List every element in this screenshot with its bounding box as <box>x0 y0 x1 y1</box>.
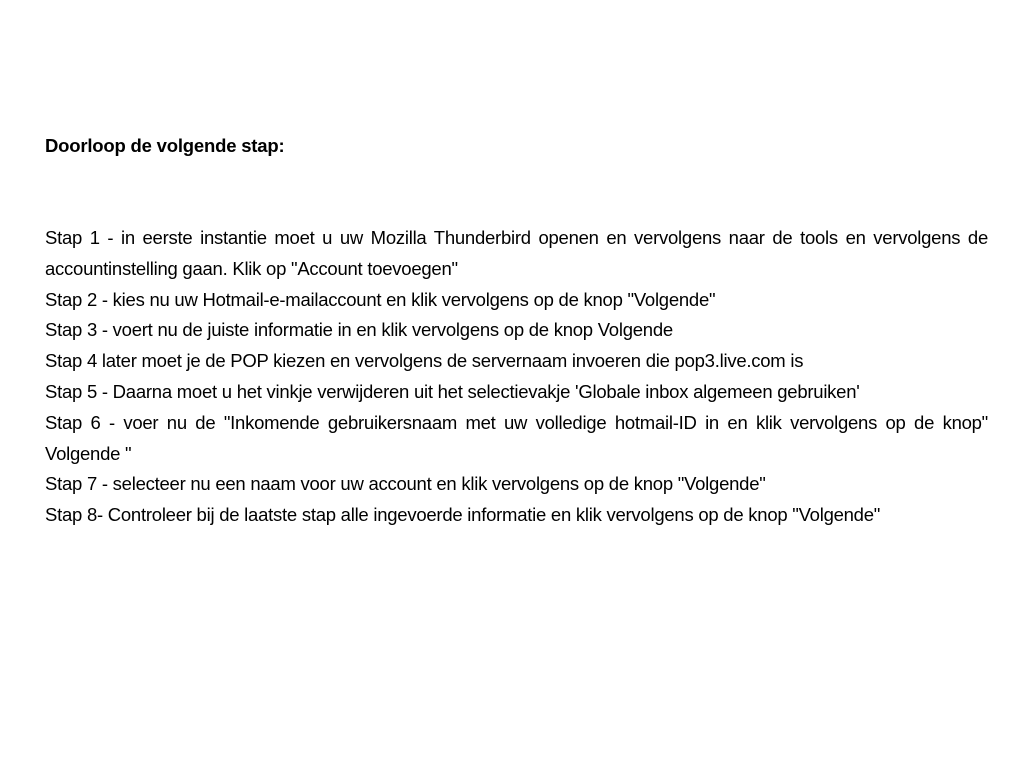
steps-list <box>45 223 988 531</box>
step-1: Stap 1 - in eerste instantie moet u uw Mozilla Thunderbird openen en vervolgens naar de tools en vervolgens de accountinstelling gaan. Klik op "Account toevoegen" <box>45 227 988 279</box>
slide-heading: Doorloop de volgende stap: <box>45 135 285 156</box>
step-5: Stap 5 - Daarna moet u het vinkje verwijderen uit het selectievakje 'Globale inbox algemeen gebruiken' <box>45 380 860 402</box>
step-7: Stap 7 - selecteer nu een naam voor uw account en klik vervolgens op de knop "Volgende" <box>45 473 766 495</box>
step-2: Stap 2 - kies nu uw Hotmail-e-mailaccount en klik vervolgens op de knop "Volgende" <box>45 288 716 310</box>
step-6: Stap 6 - voer nu de "Inkomende gebruikersnaam met uw volledige hotmail-ID in en klik vervolgens op de knop" Volgende " <box>45 411 988 464</box>
step-8: Stap 8- Controleer bij de laatste stap alle ingevoerde informatie en klik vervolgens op de knop "Volgende" <box>45 504 881 526</box>
step-4: Stap 4 later moet je de POP kiezen en vervolgens de servernaam invoeren die pop3.live.com is <box>45 350 804 372</box>
step-3: Stap 3 - voert nu de juiste informatie in en klik vervolgens op de knop Volgende <box>45 319 673 341</box>
